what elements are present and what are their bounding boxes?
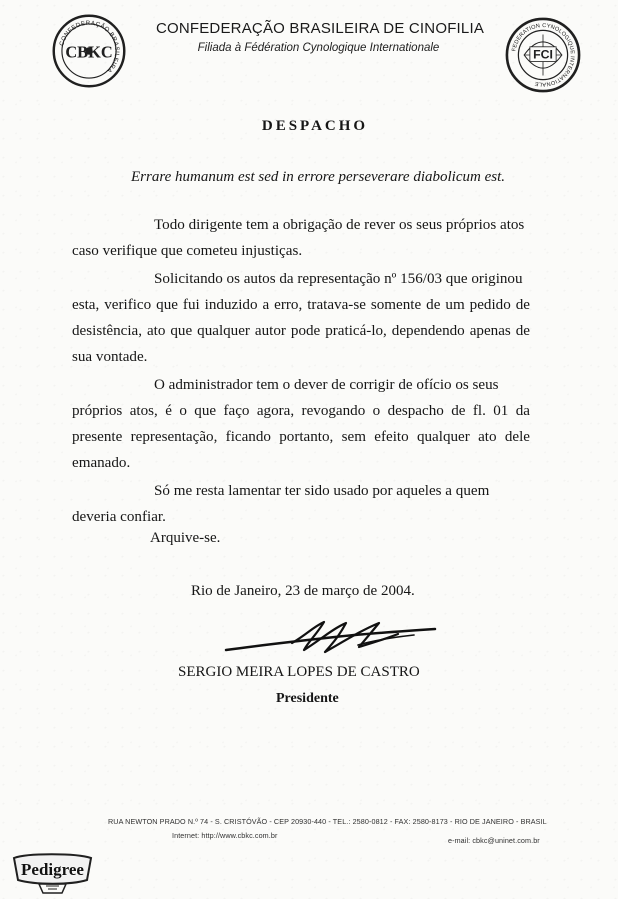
paragraph-2 <box>72 266 530 370</box>
cbkc-seal-icon <box>48 10 130 92</box>
paragraph-3-first-line: O administrador tem o dever de corrigir de ofício os seus <box>154 377 499 393</box>
signer-name: SERGIO MEIRA LOPES DE CASTRO <box>178 664 420 680</box>
footer-website: Internet: http://www.cbkc.com.br <box>172 831 278 840</box>
svg-text:CBKC: CBKC <box>65 42 113 62</box>
handwritten-signature-icon <box>220 616 445 661</box>
affiliation-subtitle: Filiada à Fédération Cynologique Internationale <box>197 42 440 54</box>
paragraph-1 <box>72 212 530 264</box>
footer-email: e-mail: cbkc@uninet.com.br <box>448 836 540 845</box>
footer-address: RUA NEWTON PRADO N.º 74 - S. CRISTÓVÃO - CEP 20930-440 - TEL.: 2580-0812 - FAX: 2580-8173 - RIO DE JANEIRO - BRASIL <box>108 817 547 826</box>
pedigree-badge-icon <box>9 850 96 895</box>
paragraph-2-rest: esta, verifico que fui induzido a erro, tratava-se somente de um pedido de desistência, ato que qualquer autor pode praticá-lo, dependendo apenas de sua vontade. <box>72 297 530 365</box>
paragraph-1-first-line: Todo dirigente tem a obrigação de rever os seus próprios atos <box>154 217 525 233</box>
svg-text:FEDERATION CYNOLOGIQUE INTERNA: FEDERATION CYNOLOGIQUE INTERNATIONALE <box>511 23 575 87</box>
paragraph-4 <box>72 478 530 530</box>
svg-text:Pedigree: Pedigree <box>21 860 84 879</box>
svg-text:FCI: FCI <box>533 47 553 62</box>
paragraph-4-rest: deveria confiar. <box>72 509 166 525</box>
paragraph-1-rest: caso verifique que cometeu injustiças. <box>72 243 303 259</box>
paragraph-4-first-line: Só me resta lamentar ter sido usado por aqueles a quem <box>154 483 490 499</box>
paragraph-2-first-line: Solicitando os autos da representação nº 156/03 que originou <box>154 271 523 287</box>
organization-title: CONFEDERAÇÃO BRASILEIRA DE CINOFILIA <box>155 20 485 37</box>
paragraph-3 <box>72 372 530 476</box>
svg-text:CONFEDERAÇÃO BRASILEIRA: CONFEDERAÇÃO BRASILEIRA <box>58 19 121 75</box>
document-title: DESPACHO <box>261 118 369 134</box>
signer-role: Presidente <box>276 691 339 706</box>
latin-motto: Errare humanum est sed in errore perseverare diabolicum est. <box>131 169 505 185</box>
place-date: Rio de Janeiro, 23 de março de 2004. <box>191 583 415 599</box>
paragraph-3-rest: próprios atos, é o que faço agora, revogando o despacho de fl. 01 da presente representação, ficando portanto, sem efeito qualquer ato dele emanado. <box>72 403 530 471</box>
archive-line: Arquive-se. <box>150 530 221 546</box>
fci-seal-icon <box>502 14 584 96</box>
